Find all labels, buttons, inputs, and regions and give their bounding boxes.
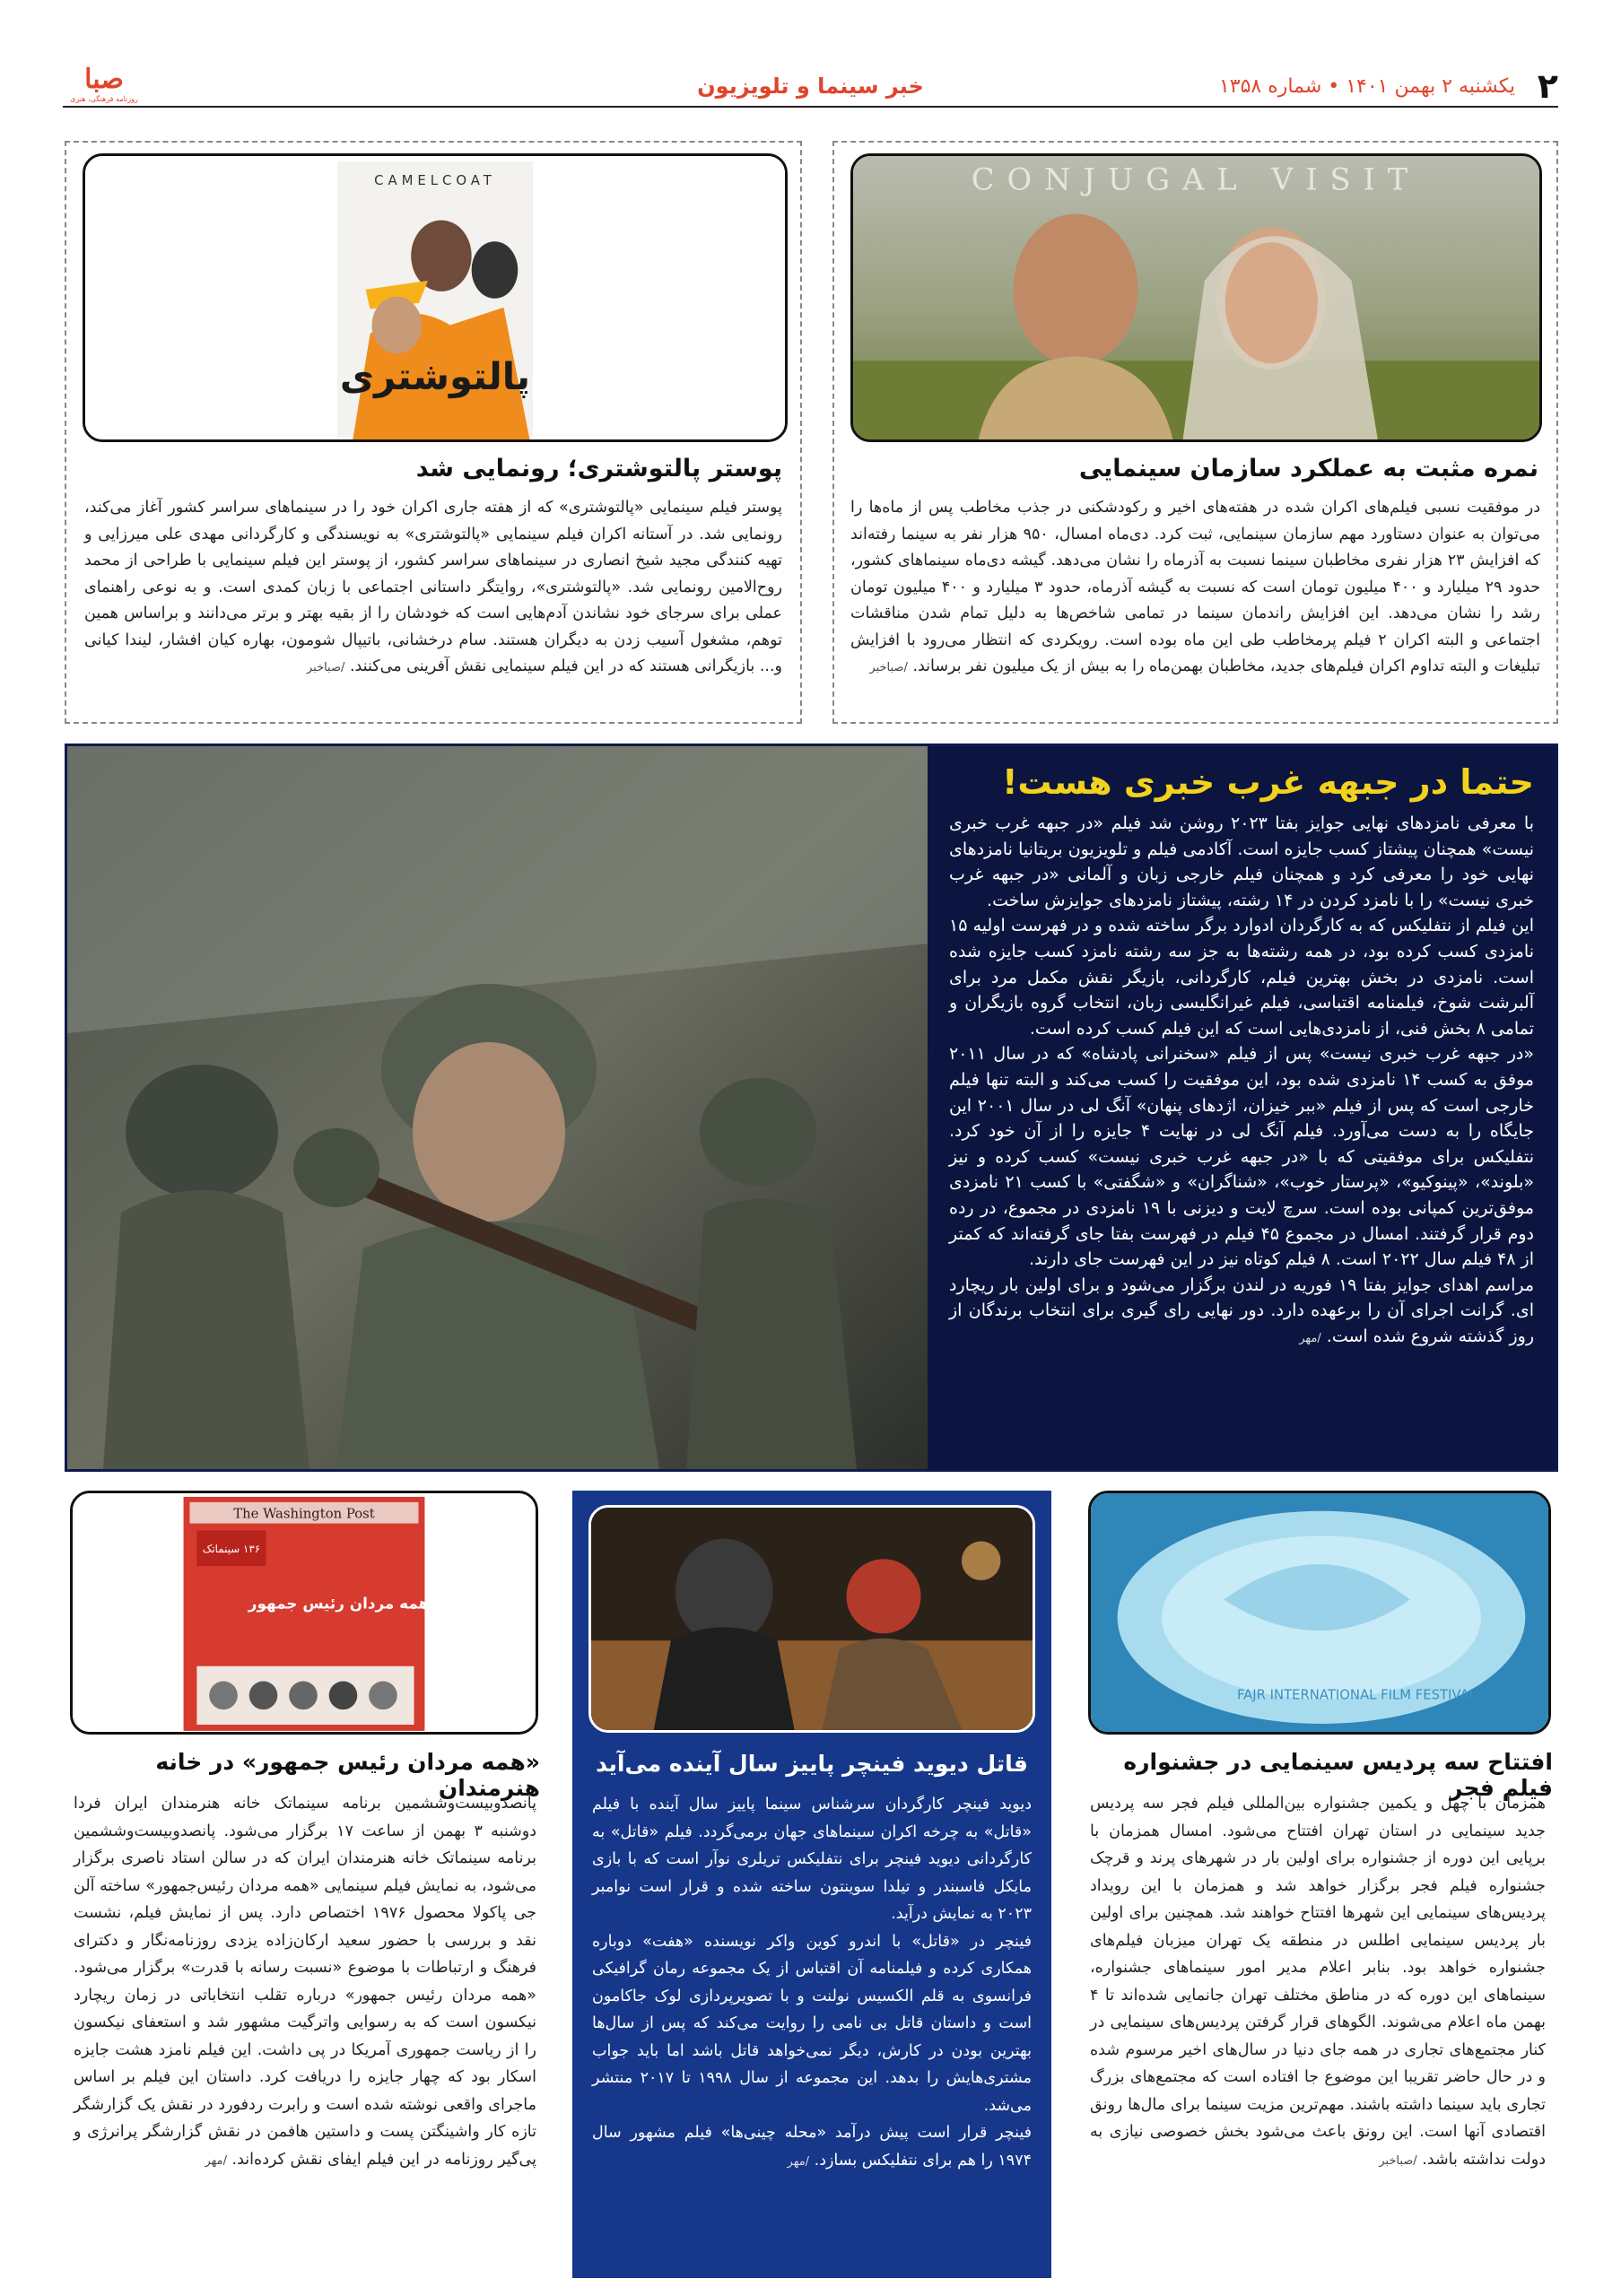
- story-body-text: همزمان با چهل و یکمین جشنواره بین‌المللی فیلم فجر سه پردیس جدید سینمایی در استان تهران افتتاح می‌شود. امسال همزمان با برپایی این دوره از جشنواره برای اولین بار در شهرهای پرند و قرچک جشنواره فیلم فجر برگزار خواهد شد و همزمان با این رویداد پردیس‌های سینمایی این شهرها افتتاح خواهند شد. همچنین برای اولین بار پردیس سینمایی اطلس در منطقه یک تهران میزبان فیلم‌های جشنواره خواهد بود. بنابر اعلام مدیر امور سینماهای جشنواره، سینماهای این دوره که در مناطق مختلف تهران جانمایی شده‌اند تا ۴ بهمن ماه اعلام می‌شوند. الگوهای قرار گرفتن پردیس‌های سینمایی در کنار مجتمع‌های تجاری در همه جای دنیا در سال‌های اخیر مرسوم شده و در حال حاضر تقریبا این موضوع جا افتاده است که مجتمع‌های بزرگ تجاری باید سینما داشته باشند. مهم‌ترین مزیت سینما برای مال‌ها رونق اقتصادی آنها است. این رونق باعث می‌شود بخش خصوصی نیازی به دولت نداشته باشد.: [1090, 1795, 1546, 2169]
- story-photo-frame: [850, 153, 1542, 442]
- story-photo-frame: [83, 153, 788, 442]
- story-body: [84, 495, 782, 682]
- story-body: [1090, 1790, 1546, 2175]
- festival-name-text: FAJR INTERNATIONAL FILM FESTIVAL: [1237, 1687, 1477, 1703]
- poster-persian-title: پالتوشتری: [339, 353, 531, 398]
- feature-paragraph: «در جبهه غرب خبری نیست» پس از فیلم «سخنرانی پادشاه» که در سال ۲۰۱۱ موفق به کسب ۱۴ نامزدی شده بود، این موفقیت را کسب می‌کند و البته تنها فیلم خارجی است که پس از فیلم «ببر خیزان، اژدهای پنهان» آنگ لی در سال ۲۰۰۱ این جایگاه را به دست می‌آورد. فیلم آنگ لی در نهایت ۴ جایزه را از آن خود کرد. نتفلیکس برای موفقیتی که با «در جبهه غرب خبری نیست» کسب کرده و نیز «بلوند»، «پینوکیو»، «پرستار خوب»، «شناگران» و «شگفتی» با کسب ۲۱ نامزدی موفق‌ترین کمپانی بوده است. سرچ لایت و دیزنی با ۱۹ نامزدی در مجموع، در رده دوم قرار گرفتند. امسال در مجموع ۴۵ فیلم در فهرست بفتا جای گرفته‌اند که کمتر از ۴۸ فیلم سال ۲۰۲۲ است. ۸ فیلم کوتاه نیز در این فهرست جای دارند.: [949, 1044, 1535, 1270]
- story-body-text: در موفقیت نسبی فیلم‌های اکران شده در هفته‌های اخیر و رکودشکنی در جذب مخاطب پس از ماه‌ها را می‌توان به عنوان دستاورد مهم سازمان سینمایی، ثبت کرد. دی‌ماه امسال، ۹۵۰ هزار نفر به سینما رفته‌اند که افزایش ۲۳ هزار نفری مخاطبان سینما نسبت به آذرماه را نشان می‌دهد. گیشه دی‌ماه سینماهای کشور، حدود ۲۹ میلیارد و ۴۰۰ میلیون تومان است که نسبت به گیشه آذرماه، حدود ۳ میلیارد و ۴۰۰ میلیون تومان رشد را نشان می‌دهد. این افزایش راندمان سینما در تمامی شاخص‌ها به دلیل تمام شدن مناقشات اجتماعی و البته اکران ۲ فیلم پرمخاطب طی این ماه بوده است. رویکردی که انتظار می‌رود با افزایش تبلیغات و البته تداوم اکران فیلم‌های جدید، مخاطبان بهمن‌ماه را به بیش از یک میلیون نفر برساند.: [850, 499, 1541, 675]
- page-header: [63, 65, 1558, 108]
- story-body: [592, 1791, 1032, 2176]
- logo-text: صبا: [84, 64, 124, 95]
- conjugal-visit-photo: [853, 156, 1539, 442]
- story-title: پوستر پالتوشتری؛ رونمایی شد: [415, 455, 782, 483]
- section-title: خبر سینما و تلویزیون: [697, 74, 924, 99]
- page-number: ۲: [1537, 66, 1558, 106]
- story-body: [74, 1790, 536, 2175]
- poster-film-title: CAMELCOAT: [374, 171, 496, 188]
- story-box-cinema-organization: [832, 141, 1558, 724]
- story-all-the-presidents-men: [65, 1491, 545, 2280]
- feature-story: [65, 744, 1558, 1472]
- story-box-poster: [65, 141, 802, 724]
- feature-body: [949, 811, 1534, 1352]
- story-body-text: پانصدوبیست‌وششمین برنامه سینماتک خانه هنرمندان ایران فردا دوشنبه ۳ بهمن از ساعت ۱۷ برگزار می‌شود. پانصدوبیست‌وششمین برنامه سینماتک خانه هنرمندان ایران که در سالن استاد ناصری برگزار می‌شود، به نمایش فیلم سینمایی «همه مردان رئیس‌جمهور» ساخته آلن جی پاکولا محصول ۱۹۷۶ اختصاص دارد. پس از نمایش فیلم، نشست نقد و بررسی با حضور سعید ارکان‌زاده یزدی روزنامه‌نگار و دکترای فرهنگ و ارتباطات با موضوع «نسبت رسانه با قدرت» برگزار می‌شود. «همه مردان رئیس جمهور» درباره تقلب انتخاباتی در زمان ریچارد نیکسون است که به رسوایی واترگیت مشهور شد و استعفای نیکسون را از ریاست جمهوری آمریکا در پی داشت. این فیلم نامزد هشت جایزه اسکار بود که چهار جایزه را دریافت کرد. داستان این فیلم بر اساس ماجرای واقعی نوشته شده است و رابرت ردفورد در نقش یک گزارشگر تازه کار واشینگتن پست و داستین هافمن در نقش گزارشگر پرانرژی و پی‌گیر روزنامه در این فیلم ایفای نقش کرده‌اند.: [74, 1795, 537, 2169]
- story-body-text: پوستر فیلم سینمایی «پالتوشتری» که از هفته جاری اکران خود را در سینماهای سراسر کشور آغاز می‌کند، رونمایی شد. در آستانه اکران فیلم سینمایی «پالتوشتری» به نویسندگی و کارگردانی مهدی علی میرزایی و تهیه کنندگی مجید شیخ انصاری در سینماهای سراسر کشور، از پوستر این فیلم سینمایی با طراحی از محمد روح‌الامین رونمایی شد. «پالتوشتری»، روایتگر داستانی اجتماعی با زبان کمدی است. و به نوعی راهنمای عملی برای سرجای خود نشاندن آدم‌هایی است که خودشان را از بقیه بهتر و برتر می‌دانند و براساس همین توهم، مشغول آسیب زدن به دیگران هستند. سام درخشانی، باتیپال شومون، بهاره کیان افشار، لیندا کیانی و... بازیگرانی هستند که در این فیلم سینمایی نقش آفرینی می‌کنند.: [84, 499, 782, 675]
- story-fincher-killer: [572, 1491, 1051, 2278]
- poster-badge: ۱۳۶ سینماتک: [202, 1543, 261, 1556]
- feature-paragraph: مراسم اهدای جوایز بفتا ۱۹ فوریه در لندن برگزار می‌شود و برای اولین بار ریچارد ای. گرانت اجرای آن را برعهده دارد. دور نهایی رای گیری برای انتخاب برندگان از روز گذشته شروع شده است.: [949, 1274, 1535, 1346]
- poster-masthead: The Washington Post: [233, 1506, 375, 1522]
- logo-subtitle: روزنامه فرهنگی، هنری: [70, 95, 138, 103]
- story-source: /صباخبر: [869, 661, 908, 674]
- story-fajr-cinemas: [1077, 1491, 1558, 2280]
- story-title: «همه مردان رئیس جمهور» در خانه هنرمندان: [155, 1749, 540, 1801]
- story-source: /مهر: [787, 2154, 810, 2169]
- story-photo-frame: [588, 1505, 1035, 1733]
- story-title: افتتاح سه پردیس سینمایی در جشنواره فیلم فجر: [1123, 1749, 1553, 1801]
- feature-title: حتما در جبهه غرب خبری هست!: [1002, 762, 1534, 802]
- story-source: /مهر: [205, 2153, 227, 2168]
- story-photo-frame: [70, 1491, 538, 1735]
- story-title: نمره مثبت به عملکرد سازمان سینمایی: [1078, 455, 1538, 483]
- cinematheque-poster: [73, 1493, 536, 1735]
- film-set-photo: [591, 1508, 1033, 1733]
- poster-title: همه مردان رئیس جمهور: [248, 1594, 430, 1613]
- fajr-festival-logo-photo: [1091, 1493, 1548, 1735]
- war-film-still: [67, 746, 928, 1469]
- feature-paragraph: با معرفی نامزدهای نهایی جوایز بفتا ۲۰۲۳ روشن شد فیلم «در جبهه غرب خبری نیست» همچنان پیشتاز کسب جایزه است. آکادمی فیلم و تلویزیون بریتانیا نامزدهای نهایی خود را معرفی کرد و همچنان فیلم خارجی زبان و آلمانی «در جبهه غرب خبری نیست» را با نامزد کردن در ۱۴ رشته، پیشتاز نامزدهای جوایزش ساخت.: [949, 813, 1534, 910]
- photo-overlay-title: CONJUGAL VISIT: [971, 161, 1421, 197]
- story-photo-frame: [1088, 1491, 1551, 1735]
- feature-source: /مهر: [1299, 1331, 1321, 1345]
- story-source: /صباخبر: [1379, 2153, 1417, 2168]
- story-paragraph: فینچر در «قاتل» با اندرو کوین واکر نویسنده «هفت» دوباره همکاری کرده و فیلمنامه آن اقتباس از یک مجموعه رمان گرافیکی فرانسوی به قلم الکسیس نولنت و با تصویرپردازی لوک جاکامون است و داستان قاتل بی نامی را روایت می‌کند که پس از سال‌ها بهترین بودن در کارش، دیگر نمی‌خواهد قاتل باشد اما باید جواب مشتری‌هایش را بدهد. این مجموعه از سال ۱۹۹۸ تا ۲۰۱۷ منتشر می‌شد.: [592, 1932, 1033, 2115]
- story-paragraph: دیوید فینچر کارگردان سرشناس سینما پاییز سال آینده با فیلم «قاتل» به چرخه اکران سینماهای جهان برمی‌گردد. فیلم «قاتل» به کارگردانی دیوید فینچر برای نتفلیکس تریلری نوآر است که با بازی مایکل فاسبندر و تیلدا سوینتون ساخته شده و قرار است نوامبر ۲۰۲۳ به نمایش درآید.: [592, 1796, 1032, 1923]
- newspaper-logo[interactable]: [63, 65, 145, 104]
- story-body: [850, 495, 1540, 682]
- feature-text-panel: [928, 746, 1556, 1469]
- feature-paragraph: این فیلم از نتفلیکس که به کارگردان ادوارد برگر ساخته شده و در فهرست اولیه ۱۵ نامزدی کسب کرده بود، در همه رشته‌ها به جز سه رشته نامزد کسب جایزه شده است. نامزدی در بخش بهترین فیلم، کارگردانی، بازیگر نقش مکمل مرد برای آلبرشت شوخ، فیلمنامه اقتباسی، فیلم غیرانگلیسی زبان، انتخاب گروه بازیگران و تمامی ۸ بخش فنی، از نامزدی‌هایی است که این فیلم کسب کرده است.: [949, 916, 1534, 1039]
- story-paragraph: فینچر قرار است پیش درآمد «محله چینی‌ها» فیلم مشهور سال ۱۹۷۴ را هم برای نتفلیکس بسازد.: [592, 2124, 1032, 2170]
- story-title: قاتل دیوید فینچر پاییز سال آینده می‌آید: [596, 1751, 1028, 1777]
- camelcoat-poster: [85, 156, 785, 442]
- story-source: /صباخبر: [306, 661, 345, 674]
- issue-date: یکشنبه ۲ بهمن ۱۴۰۱ • شماره ۱۳۵۸: [1218, 75, 1515, 98]
